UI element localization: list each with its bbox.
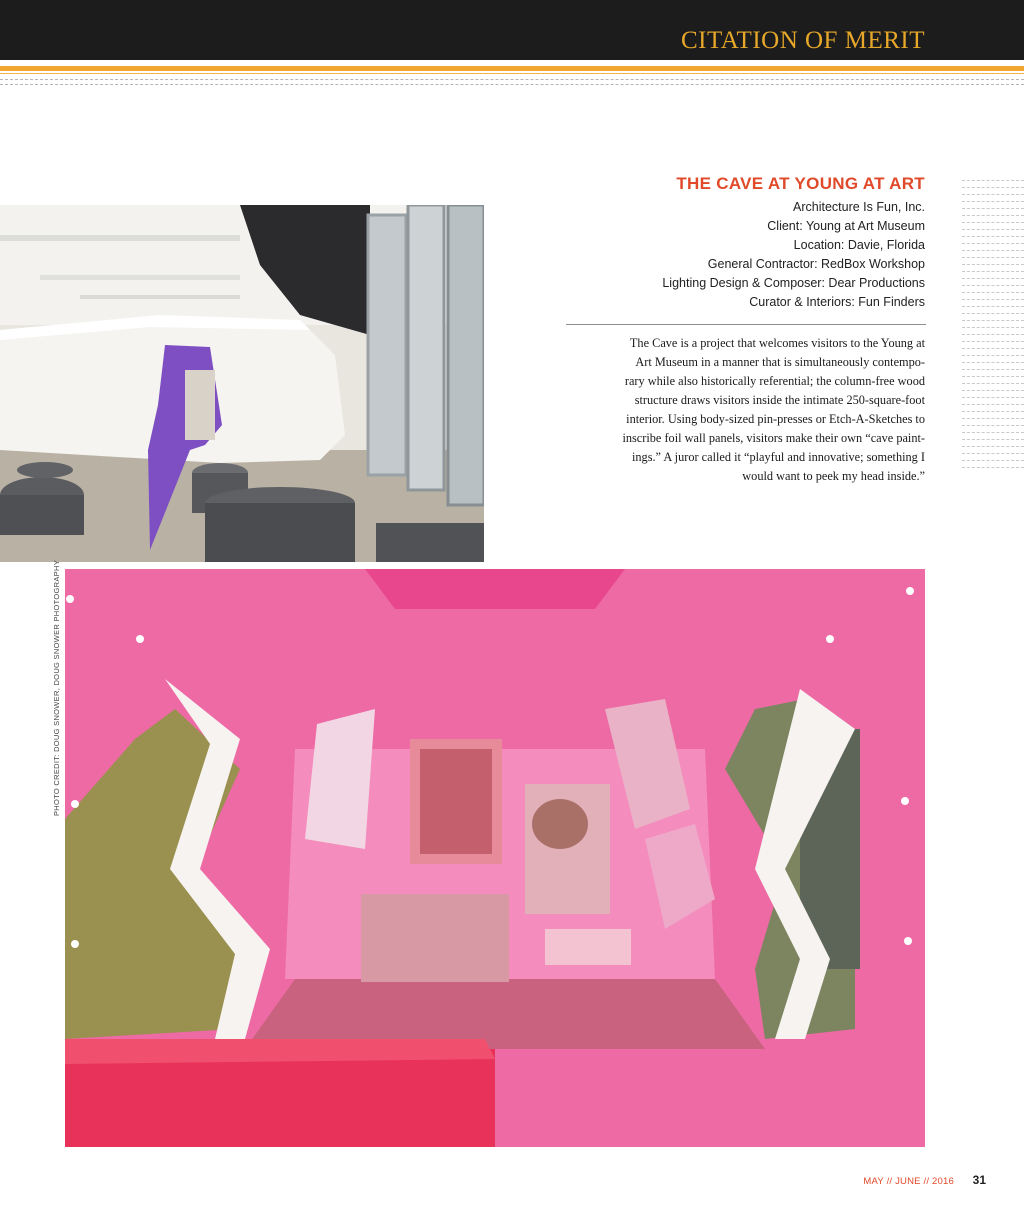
body-line: rary while also historically referential; the column-free wood [624, 374, 925, 388]
header-dashed-rule [0, 79, 1024, 80]
credit-line: Curator & Interiors: Fun Finders [749, 295, 925, 309]
side-dashed-decoration [962, 180, 1024, 478]
body-line: ings.” A juror called it “playful and innovative; something I [631, 450, 925, 464]
body-line: Art Museum in a manner that is simultaneously contempo- [635, 355, 925, 369]
credit-line: Location: Davie, Florida [793, 238, 925, 252]
body-line: inscribe foil wall panels, visitors make their own “cave paint- [622, 431, 925, 445]
header-dashed-rule [0, 84, 1024, 85]
header-thin-rule [0, 73, 1024, 74]
header-orange-rule [0, 66, 1024, 71]
article-body [566, 334, 925, 486]
body-line: would want to peek my head inside.” [742, 469, 925, 483]
photo-credit: PHOTO CREDIT: DOUG SNOWER, DOUG SNOWER PHOTOGRAPHY [52, 560, 61, 816]
project-title: THE CAVE AT YOUNG AT ART [676, 174, 925, 193]
credit-line: General Contractor: RedBox Workshop [707, 257, 925, 271]
lobby-photo [0, 205, 484, 562]
body-line: interior. Using body-sized pin-presses or Etch-A-Sketches to [626, 412, 925, 426]
cave-interior-photo [65, 569, 925, 1147]
credit-line: Client: Young at Art Museum [767, 219, 925, 233]
issue-date: MAY // JUNE // 2016 [863, 1176, 954, 1187]
body-line: The Cave is a project that welcomes visitors to the Young at [629, 336, 925, 350]
credit-line: Architecture Is Fun, Inc. [793, 200, 925, 214]
credits-list [662, 198, 925, 312]
section-title: CITATION OF MERIT [681, 27, 925, 54]
separator-line [566, 324, 926, 325]
page-number: 31 [972, 1173, 986, 1187]
body-line: structure draws visitors inside the intimate 250-square-foot [634, 393, 925, 407]
credit-line: Lighting Design & Composer: Dear Productions [662, 276, 925, 290]
